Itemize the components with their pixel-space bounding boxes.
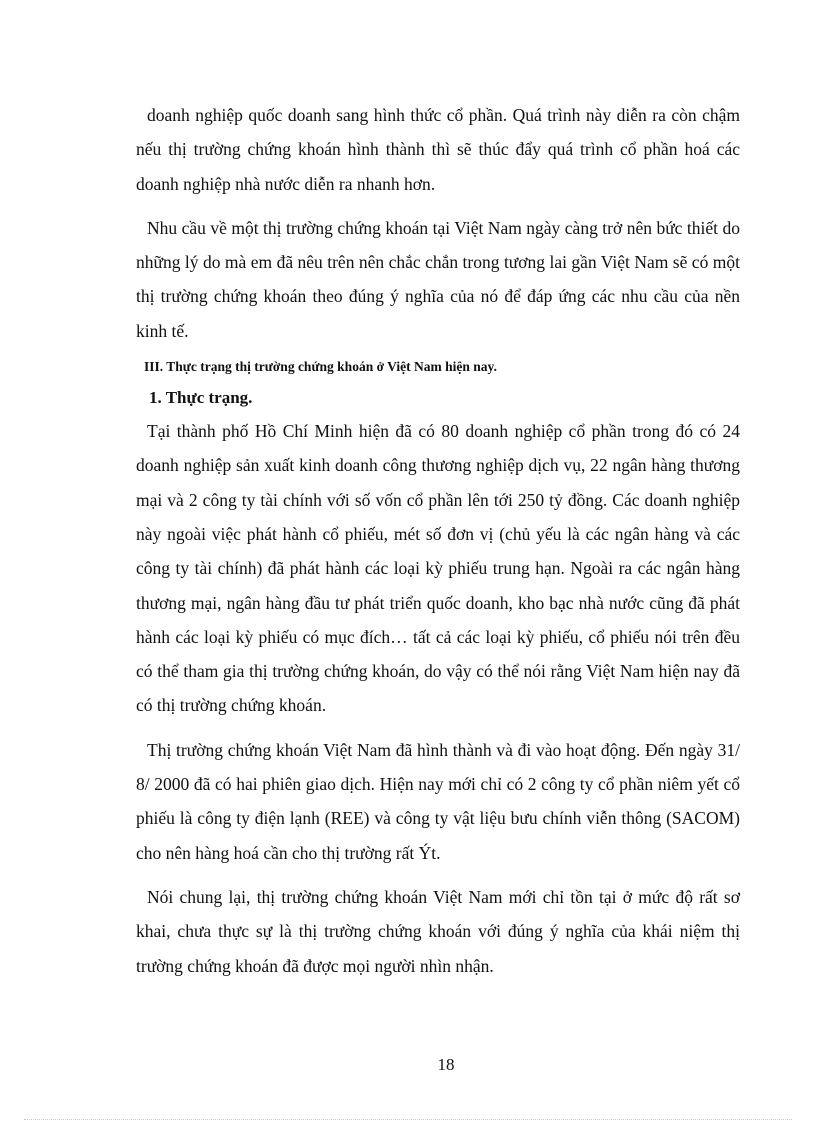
paragraph-market-need: Nhu cầu về một thị trường chứng khoán tại Việt Nam ngày càng trở nên bức thiết do những lý do mà em đã nêu trên nên chắc chắn trong tương lai gần Việt Nam sẽ có một thị trường chứng khoán theo đúng ý nghĩa của nó để đáp ứng các nhu cầu của nền kinh tế. [136, 217, 740, 341]
paragraph-hcmc-enterprises: Tại thành phố Hồ Chí Minh hiện đã có 80 doanh nghiệp cổ phần trong đó có 24 doanh nghiệp sản xuất kinh doanh công thương nghiệp dịch vụ, 22 ngân hàng thương mại và 2 công ty tài chính với số vốn cổ phần lên tới 250 tỷ đồng. Các doanh nghiệp này ngoài việc phát hành cổ phiếu, mét số đơn vị (chủ yếu là các ngân hàng và các công ty tài chính) đã phát hành các loại kỳ phiếu trung hạn. Ngoài ra các ngân hàng thương mại, ngân hàng đầu tư phát triển quốc doanh, kho bạc nhà nước cũng đã phát hành các loại kỳ phiếu có mục đích… tất cả các loại kỳ phiếu, cổ phiếu nói trên đều có thể tham gia thị trường chứng khoán, do vậy có thể nói rằng Việt Nam hiện nay đã có thị trường chứng khoán. [136, 421, 740, 716]
page-body [136, 98, 740, 983]
paragraph-market-operation: Thị trường chứng khoán Việt Nam đã hình thành và đi vào hoạt động. Đến ngày 31/ 8/ 2000 đã có hai phiên giao dịch. Hiện nay mới chỉ có 2 công ty cổ phần niêm yết cổ phiếu là công ty điện lạnh (REE) và công ty vật liệu bưu chính viễn thông (SACOM) cho nên hàng hoá cần cho thị trường rất Ýt. [136, 739, 740, 863]
footer-divider [24, 1119, 792, 1120]
subsection-heading: 1. Thực trạng. [149, 388, 253, 408]
paragraph-conclusion: Nói chung lại, thị trường chứng khoán Việt Nam mới chỉ tồn tại ở mức độ rất sơ khai, chưa thực sự là thị trường chứng khoán với đúng ý nghĩa của khái niệm thị trường chứng khoán đã được mọi người nhìn nhận. [136, 886, 740, 976]
section-heading: III. Thực trạng thị trường chứng khoán ở Việt Nam hiện nay. [144, 359, 497, 375]
paragraph-continuation: doanh nghiệp quốc doanh sang hình thức cổ phần. Quá trình này diễn ra còn chậm nếu thị trường chứng khoán hình thành thì sẽ thúc đẩy quá trình cổ phần hoá các doanh nghiệp nhà nước diễn ra nhanh hơn. [136, 105, 740, 194]
page-number: 18 [437, 1055, 455, 1074]
